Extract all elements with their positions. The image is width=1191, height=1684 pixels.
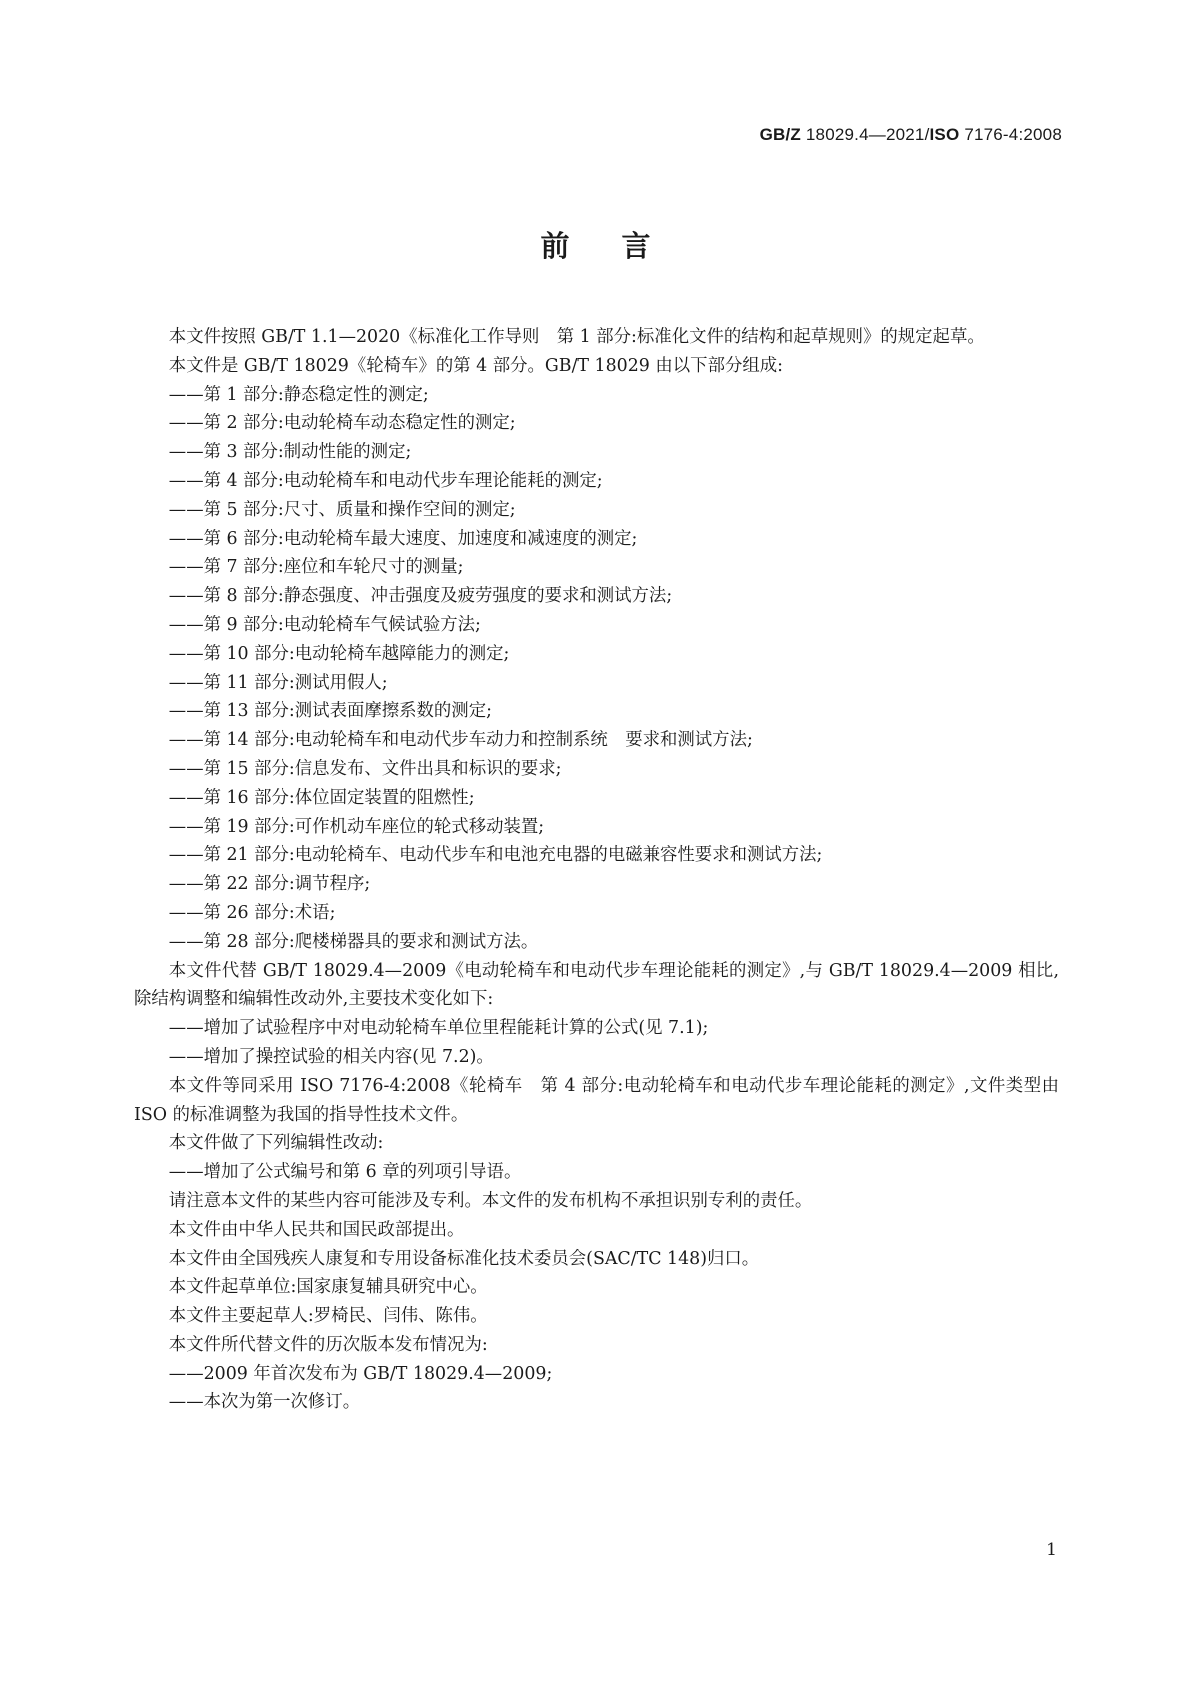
list-item: ——第 8 部分:静态强度、冲击强度及疲劳强度的要求和测试方法; [168, 586, 673, 607]
page-title-char-2: 言 [621, 229, 651, 263]
page-number: 1 [1046, 1540, 1057, 1560]
list-item: ——第 14 部分:电动轮椅车和电动代步车动力和控制系统 要求和测试方法; [168, 730, 753, 751]
paragraph: 本文件按照 GB/T 1.1—2020《标准化工作导则 第 1 部分:标准化文件的结构和起草规则》的规定起草。 [168, 327, 985, 347]
list-item: ——第 1 部分:静态稳定性的测定; [168, 384, 429, 405]
standard-code-number: 18029.4—2021/ [800, 125, 930, 144]
list-item: ——第 7 部分:座位和车轮尺寸的测量; [168, 557, 464, 578]
list-item: ——2009 年首次发布为 GB/T 18029.4—2009; [168, 1363, 553, 1384]
list-item: ——第 19 部分:可作机动车座位的轮式移动装置; [168, 816, 545, 837]
paragraph: 本文件主要起草人:罗椅民、闫伟、陈伟。 [168, 1306, 488, 1327]
paragraph: 本文件等同采用 ISO 7176-4:2008《轮椅车 第 4 部分:电动轮椅车和电动代步车理论能耗的测定》,文件类型由 ISO 的标准调整为我国的指导性技术文件。 [134, 1075, 1059, 1125]
list-item: ——第 9 部分:电动轮椅车气候试验方法; [168, 614, 481, 635]
list-item: ——第 26 部分:术语; [168, 902, 336, 923]
list-item: ——增加了操控试验的相关内容(见 7.2)。 [168, 1046, 494, 1067]
list-item: ——本次为第一次修订。 [168, 1392, 361, 1413]
paragraph: 本文件由全国残疾人康复和专用设备标准化技术委员会(SAC/TC 148)归口。 [168, 1248, 760, 1269]
list-item: ——增加了试验程序中对电动轮椅车单位里程能耗计算的公式(见 7.1); [168, 1018, 709, 1039]
list-item: ——第 10 部分:电动轮椅车越障能力的测定; [168, 643, 510, 664]
list-item: ——第 4 部分:电动轮椅车和电动代步车理论能耗的测定; [168, 470, 603, 491]
document-body [134, 323, 1059, 1417]
standard-code [760, 125, 1062, 145]
list-item: ——第 15 部分:信息发布、文件出具和标识的要求; [168, 758, 562, 779]
list-item: ——第 2 部分:电动轮椅车动态稳定性的测定; [168, 413, 516, 434]
list-item: ——增加了公式编号和第 6 章的列项引导语。 [168, 1162, 522, 1183]
paragraph: 本文件做了下列编辑性改动: [168, 1133, 384, 1154]
list-item: ——第 16 部分:体位固定装置的阻燃性; [168, 787, 475, 808]
standard-code-iso: ISO [929, 125, 960, 144]
paragraph: 本文件是 GB/T 18029《轮椅车》的第 4 部分。GB/T 18029 由以下部分组成: [168, 355, 783, 376]
list-item: ——第 11 部分:测试用假人; [168, 672, 388, 693]
paragraph: 本文件代替 GB/T 18029.4—2009《电动轮椅车和电动代步车理论能耗的测定》,与 GB/T 18029.4—2009 相比,除结构调整和编辑性改动外,主要技术变化如下: [134, 960, 1059, 1010]
list-item: ——第 22 部分:调节程序; [168, 874, 371, 895]
paragraph: 本文件所代替文件的历次版本发布情况为: [168, 1334, 488, 1355]
page-title-char-1: 前 [540, 229, 570, 263]
paragraph: 请注意本文件的某些内容可能涉及专利。本文件的发布机构不承担识别专利的责任。 [168, 1190, 813, 1211]
paragraph: 本文件起草单位:国家康复辅具研究中心。 [168, 1277, 488, 1298]
list-item: ——第 28 部分:爬楼梯器具的要求和测试方法。 [168, 931, 539, 952]
page-title [0, 224, 1191, 265]
standard-code-iso-number: 7176-4:2008 [959, 125, 1062, 144]
list-item: ——第 21 部分:电动轮椅车、电动代步车和电池充电器的电磁兼容性要求和测试方法; [168, 845, 823, 866]
list-item: ——第 13 部分:测试表面摩擦系数的测定; [168, 701, 492, 722]
list-item: ——第 6 部分:电动轮椅车最大速度、加速度和减速度的测定; [168, 528, 638, 549]
standard-code-prefix: GB/Z [759, 125, 801, 144]
list-item: ——第 5 部分:尺寸、质量和操作空间的测定; [168, 499, 516, 520]
paragraph: 本文件由中华人民共和国民政部提出。 [168, 1219, 465, 1240]
list-item: ——第 3 部分:制动性能的测定; [168, 442, 412, 463]
